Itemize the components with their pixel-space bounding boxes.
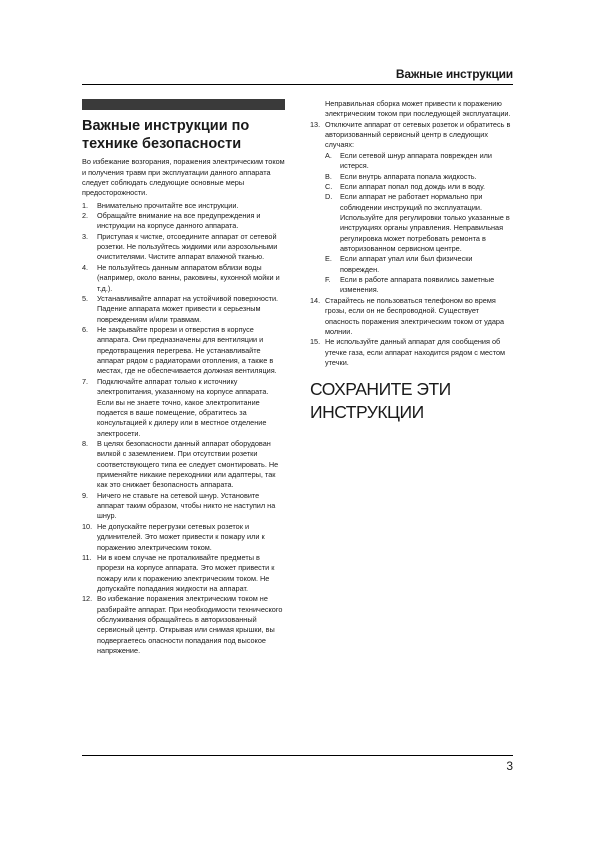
- section-intro: Во избежание возгорания, поражения электрическим током и получения травм при эксплуатации данного аппарата следует соблюдать следующие основные меры предосторожности.: [82, 157, 285, 198]
- footer-divider: [82, 755, 513, 756]
- list-item: 9. Ничего не ставьте на сетевой шнур. Установите аппарат таким образом, чтобы никто не наступил на шнур.: [82, 490, 276, 521]
- list-item: 5. Устанавливайте аппарат на устойчивой поверхности. Падение аппарата может привести к серьезным повреждениям и/или травмам.: [82, 293, 279, 324]
- list-item-continuation: Неправильная сборка может привести к поражению электрическим током при последующей эксплуатации.: [325, 99, 511, 119]
- list-item: 6. Не закрывайте прорези и отверстия в корпусе аппарата. Они предназначены для вентиляции и предотвращения перегрева. Не устанавливайте аппарат рядом с радиаторами отопления, а также в местах, где не обеспечивается должная вентиляция.: [82, 325, 277, 376]
- safety-list-right: [310, 120, 513, 369]
- header-divider: [82, 84, 513, 85]
- list-item: 1. Внимательно прочитайте все инструкции.: [82, 200, 239, 210]
- list-item: 10. Не допускайте перегрузки сетевых розеток и удлинителей. Это может привести к пожару или к поражению электрическим током.: [82, 521, 265, 552]
- sub-list-item: A. Если сетевой шнур аппарата поврежден или истерся.: [325, 150, 492, 171]
- sub-list-item: D. Если аппарат не работает нормально при соблюдении инструкций по эксплуатации. Используйте для регулировки только указанные в инструкциях органы управления. Неправильная регулировка может потребовать ремонта в авторизованном сервисном центре.: [325, 192, 510, 254]
- list-item: 7. Подключайте аппарат только к источнику электропитания, указанному на корпусе аппарата. Если вы не знаете точно, какое электропитание подается в ваше помещение, обратитесь за консультацией к дилеру или в местное отделение электросети.: [82, 376, 269, 438]
- section-title-bar: [82, 99, 285, 110]
- sub-list-item: B. Если внутрь аппарата попала жидкость.: [325, 171, 477, 181]
- right-column: [310, 99, 513, 423]
- sub-list-item: F. Если в работе аппарата появились заметные изменения.: [325, 275, 495, 295]
- list-item: 2. Обращайте внимание на все предупреждения и инструкции на корпусе данного аппарата.: [82, 211, 261, 231]
- sub-list-item: C. Если аппарат попал под дождь или в воду.: [325, 181, 486, 191]
- list-item: 13. Отключите аппарат от сетевых розеток и обратитесь в авторизованный сервисный центр в следующих случаях: A. Если сетевой шнур аппарата поврежден или истерся. B. Если внутрь аппарата попала жидкость. C. Если аппарат попал под дождь или в воду. D. Если аппарат не работает нормально при соблюдении инструкций по эксплуатации. Используйте для регулировки только указанные в инструкциях органы управления. Неправильная регулировка может потребовать ремонта в авторизованном сервисном центре. E. Если аппарат упал или был физически поврежден. F. Если в работе аппарата появились заметные изменения.: [310, 120, 513, 296]
- page-header-title: Важные инструкции: [395, 67, 513, 81]
- page-number: 3: [506, 759, 513, 773]
- list-item: 14. Старайтесь не пользоваться телефоном во время грозы, если он не беспроводной. Существует опасность поражения электрическим током от удара молнии.: [310, 295, 505, 336]
- list-item: 15. Не используйте данный аппарат для сообщения об утечке газа, если аппарат находится рядом с местом утечки.: [310, 337, 506, 367]
- list-item: 12. Во избежание поражения электрическим током не разбирайте аппарат. При необходимости технического обслуживания обращайтесь в авторизованный сервисный центр. Открывая или снимая крышки, вы подвергаетесь опасности попадания под высокое напряжение.: [82, 594, 283, 656]
- list-item: 4. Не пользуйтесь данным аппаратом вблизи воды (например, около ванны, раковины, кухонной мойки и т.д.).: [82, 262, 280, 293]
- list-item: 11. Ни в коем случае не проталкивайте предметы в прорези на корпусе аппарата. Это может привести к пожару или к поражению электрическим током. Не допускайте попадания жидкости на аппарат.: [82, 552, 275, 593]
- save-instructions-notice: СОХРАНИТЕ ЭТИ ИНСТРУКЦИИ: [310, 379, 451, 422]
- sub-list-item: E. Если аппарат упал или был физически поврежден.: [325, 254, 473, 274]
- list-item: 3. Приступая к чистке, отсоедините аппарат от сетевой розетки. Не пользуйтесь жидкими или аэрозольными очистителями. Чистите аппарат влажной тканью.: [82, 231, 278, 262]
- list-item: 8. В целях безопасности данный аппарат оборудован вилкой с заземлением. При отсутствии розетки соответствующего типа ее следует смонтировать. Не применяйте никакие переходники или адаптеры, так как это снижает безопасность аппарата.: [82, 438, 279, 490]
- left-column: [82, 99, 285, 657]
- safety-list-left: [82, 201, 285, 657]
- section-title: Важные инструкции по технике безопасности: [82, 118, 250, 153]
- sub-list: [325, 151, 513, 296]
